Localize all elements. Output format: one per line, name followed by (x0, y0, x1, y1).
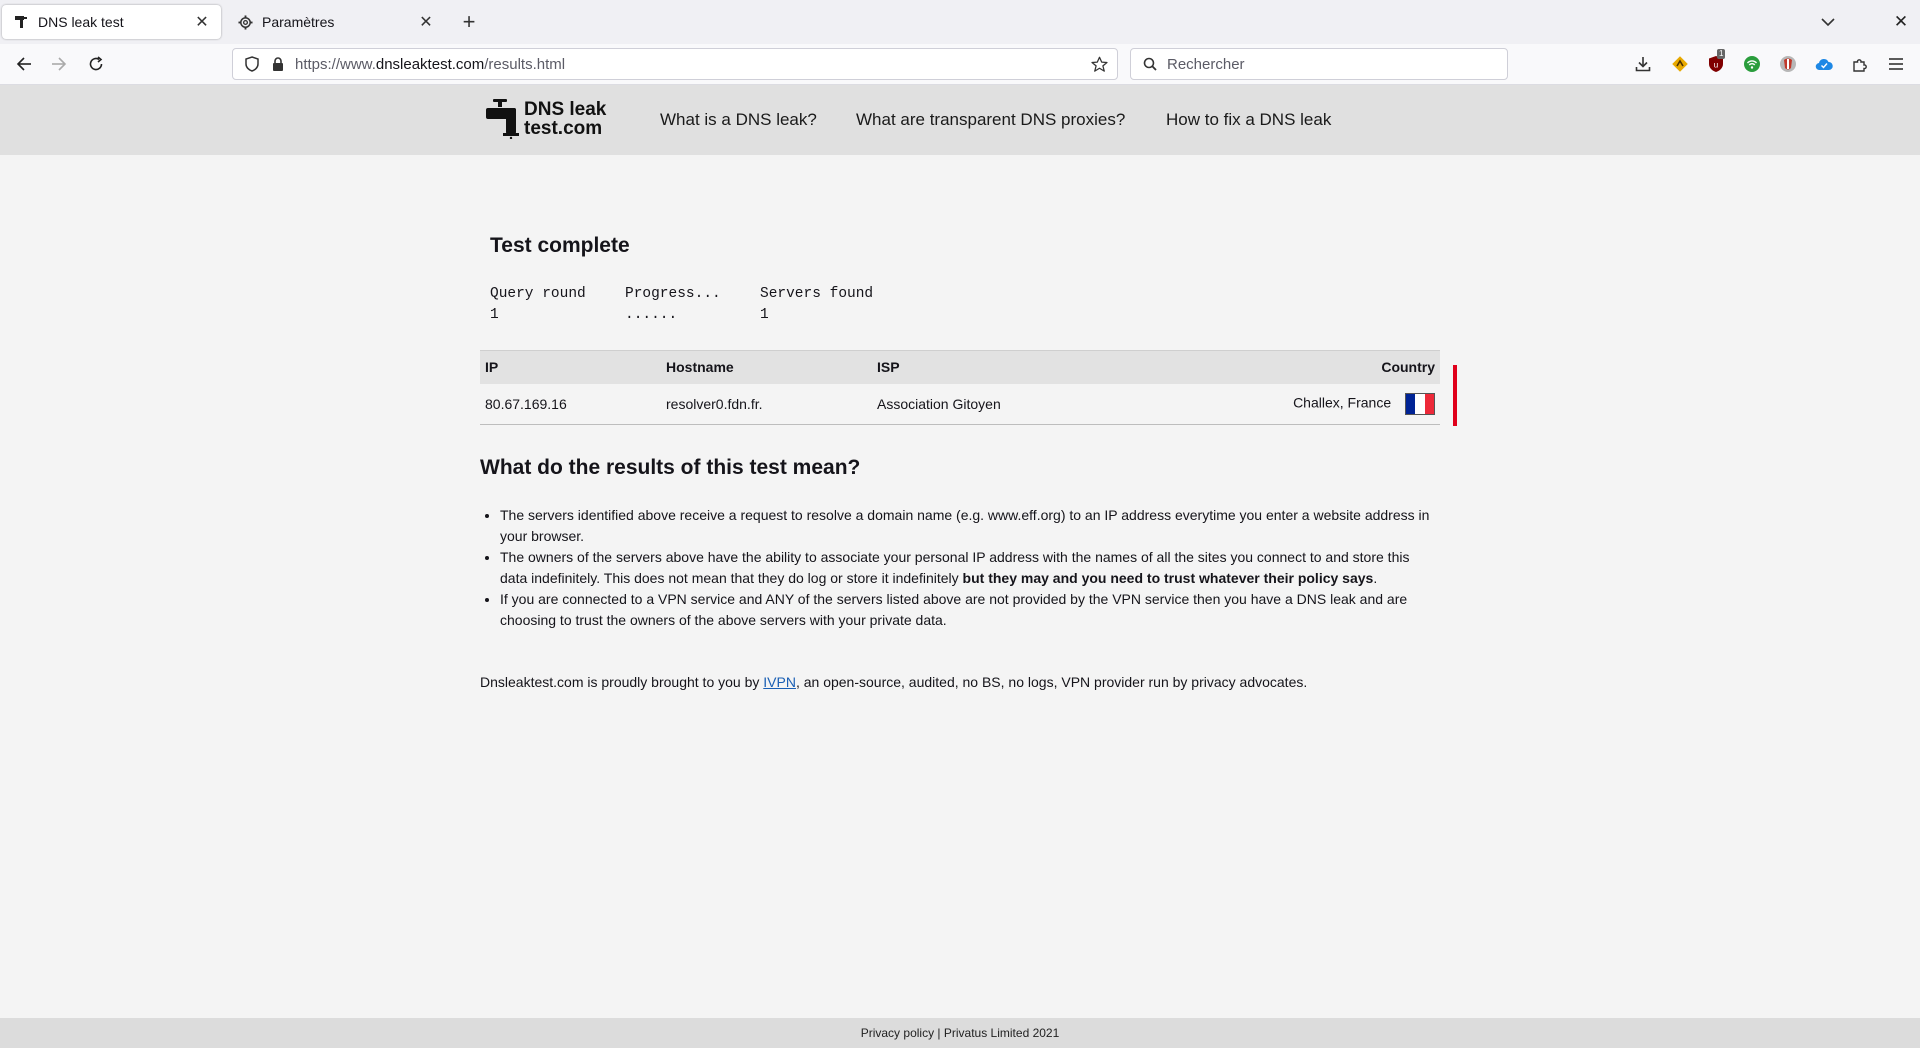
ivpn-link[interactable]: IVPN (763, 674, 796, 690)
list-all-tabs-chevron-down-icon[interactable] (1816, 11, 1840, 33)
bullet-text: The servers identified above receive a request to resolve a domain name (e.g. www.eff.org) to an IP address everytime you enter a website address in your browser. (500, 507, 1430, 544)
footer-company: Privatus Limited 2021 (943, 1026, 1060, 1040)
cell-ip: 80.67.169.16 (480, 384, 661, 425)
site-footer (0, 1018, 1920, 1048)
gear-icon (236, 13, 254, 31)
downloads-icon[interactable] (1632, 53, 1654, 75)
cell-isp: Association Gitoyen (872, 384, 1122, 425)
bullet-text: The owners of the servers above have the ability to associate your personal IP address with the names of all the sites you connect to and store this data indefinitely. This does not mean that they do log or store it indefinitely (500, 549, 1410, 586)
extension-yellow-diamond-icon[interactable] (1669, 53, 1691, 75)
progress-value: ...... (625, 307, 678, 323)
credit-before: Dnsleaktest.com is proudly brought to you by (480, 674, 764, 690)
tab-title: DNS leak test (38, 14, 124, 30)
column-header-ip: IP (480, 351, 661, 384)
lock-icon[interactable] (269, 55, 287, 73)
tab-close-icon[interactable]: ✕ (419, 14, 433, 31)
credit-after: , an open-source, audited, no BS, no logs, VPN provider run by privacy advocates. (795, 674, 1308, 690)
logo-line-2: test.com (524, 118, 603, 139)
column-header-isp: ISP (872, 351, 1122, 384)
footer-separator: | (934, 1026, 944, 1040)
flag-stripe-white (1415, 394, 1424, 414)
dns-results-table (480, 350, 1440, 425)
bullet-text: If you are connected to a VPN service and ANY of the servers listed above are not provided by the VPN service then you have a DNS leak and are choosing to trust the owners of the above servers with your private data. (500, 591, 1408, 628)
list-item (500, 547, 1440, 589)
nav-how-to-fix[interactable]: How to fix a DNS leak (1166, 110, 1332, 129)
back-arrow-icon[interactable] (12, 52, 36, 76)
country-name: Challex, France (1293, 394, 1392, 411)
new-tab-plus-icon[interactable]: + (462, 9, 476, 34)
ivpn-credit (480, 674, 1307, 690)
ublock-origin-icon[interactable] (1705, 49, 1727, 75)
search-input[interactable] (1165, 55, 1489, 74)
tab-dns-leak-test[interactable] (2, 5, 221, 39)
table-header-row (480, 351, 1440, 384)
url-domain: dnsleaktest.com (375, 55, 485, 73)
reload-icon[interactable] (84, 52, 108, 76)
france-flag-icon (1405, 393, 1435, 415)
url-prefix: https://www. (295, 55, 376, 73)
meaning-heading: What do the results of this test mean? (480, 456, 861, 479)
site-header (0, 85, 1920, 155)
list-item (500, 505, 1440, 547)
flag-stripe-red (1425, 394, 1434, 414)
browser-nav-bar (0, 44, 1920, 85)
query-round-header: Query round (490, 286, 586, 302)
logo-line-1: DNS leak (524, 99, 607, 120)
dnsleaktest-logo[interactable] (484, 97, 619, 141)
column-header-hostname: Hostname (661, 351, 872, 384)
nav-transparent-dns-proxies[interactable]: What are transparent DNS proxies? (856, 110, 1126, 129)
cell-country (1122, 384, 1440, 425)
servers-found-header: Servers found (760, 286, 874, 302)
column-header-country: Country (1122, 351, 1440, 384)
test-status-heading: Test complete (490, 234, 630, 257)
cell-hostname: resolver0.fdn.fr. (661, 384, 872, 425)
forward-arrow-icon[interactable] (47, 52, 71, 76)
extensions-puzzle-icon[interactable] (1849, 53, 1871, 75)
privacy-badger-icon[interactable] (1777, 53, 1799, 75)
close-window-icon[interactable]: ✕ (1893, 12, 1909, 31)
bookmark-star-icon[interactable] (1089, 54, 1109, 74)
url-path: /results.html (484, 55, 566, 73)
privacy-policy-link[interactable]: Privacy policy (860, 1026, 935, 1040)
cloud-sync-icon[interactable] (1813, 53, 1835, 75)
nav-what-is-dns-leak[interactable]: What is a DNS leak? (660, 110, 817, 129)
tap-logo-icon (484, 99, 520, 139)
browser-tab-bar (0, 0, 1920, 45)
svg-text:u: u (1713, 60, 1719, 70)
url-text[interactable] (295, 56, 1089, 73)
search-icon (1141, 55, 1159, 73)
flag-stripe-blue (1406, 394, 1415, 414)
hamburger-menu-icon[interactable] (1885, 53, 1907, 75)
tab-title: Paramètres (262, 14, 335, 30)
servers-found-value: 1 (760, 307, 769, 323)
meaning-list (480, 505, 1440, 631)
result-accent-bar (1453, 365, 1457, 426)
tracking-protection-shield-icon[interactable] (243, 55, 261, 73)
query-round-value: 1 (490, 307, 499, 323)
progress-header: Progress... (625, 286, 721, 302)
table-row (480, 384, 1440, 425)
tab-close-icon[interactable]: ✕ (195, 14, 209, 31)
bullet-after-text: . (1373, 570, 1378, 586)
dnsleak-favicon-icon (12, 13, 30, 31)
wifi-extension-icon[interactable] (1741, 53, 1763, 75)
bullet-bold-text: but they may and you need to trust whatever their policy says (962, 570, 1374, 586)
search-bar[interactable] (1130, 48, 1508, 80)
logo-text (524, 100, 606, 138)
tab-parametres[interactable] (226, 5, 445, 39)
extension-badge: 1 (1719, 49, 1724, 58)
list-item (500, 589, 1440, 631)
url-bar[interactable] (232, 48, 1118, 80)
